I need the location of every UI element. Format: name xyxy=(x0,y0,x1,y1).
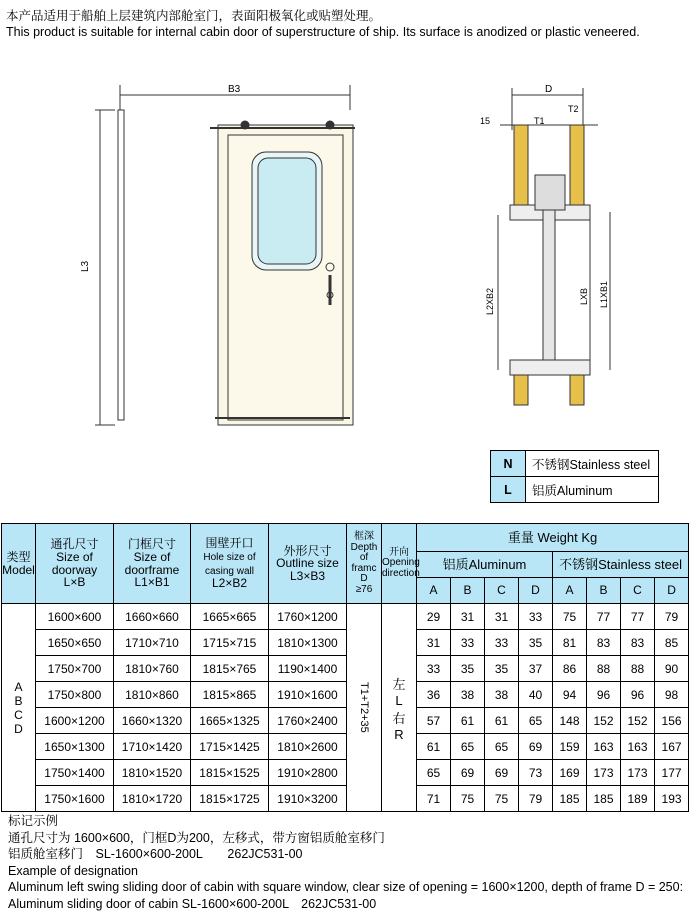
dim-lxb: LXB xyxy=(579,287,589,305)
weight-cell: 75 xyxy=(451,786,485,812)
door-section xyxy=(498,88,610,405)
weight-cell: 33 xyxy=(417,656,451,682)
weight-cell: 69 xyxy=(451,760,485,786)
header-grade: C xyxy=(485,578,519,604)
weight-cell: 94 xyxy=(553,682,587,708)
weight-cell: 90 xyxy=(655,656,689,682)
doorway-cell: 1600×600 xyxy=(36,604,114,630)
weight-cell: 75 xyxy=(485,786,519,812)
doorway-cell: 1750×800 xyxy=(36,682,114,708)
weight-cell: 167 xyxy=(655,734,689,760)
weight-cell: 173 xyxy=(621,760,655,786)
weight-cell: 33 xyxy=(451,630,485,656)
door-elevation xyxy=(95,85,355,425)
weight-cell: 193 xyxy=(655,786,689,812)
dim-d: D xyxy=(545,84,553,95)
note-line: Aluminum left swing sliding door of cabin with square window, clear size of opening = 1600×1200, depth of frame D = 250: xyxy=(8,880,684,894)
doorframe-cell: 1660×1320 xyxy=(114,708,191,734)
weight-cell: 156 xyxy=(655,708,689,734)
weight-cell: 83 xyxy=(587,630,621,656)
dim-l3: L3 xyxy=(80,260,91,272)
weight-cell: 85 xyxy=(655,630,689,656)
note-line: 通孔尺寸为 1600×600，门框D为200，左移式，带方窗铝质舱室移门 xyxy=(8,830,385,845)
weight-cell: 79 xyxy=(655,604,689,630)
weight-cell: 152 xyxy=(587,708,621,734)
outline-cell: 1760×1200 xyxy=(269,604,347,630)
intro-zh: 本产品适用于船舶上层建筑内部舱室门，表面阳极氧化或贴塑处理。 xyxy=(6,9,382,23)
table-row xyxy=(2,656,689,682)
header-depth: 框深 Depth of framc D ≥76 xyxy=(347,524,382,604)
header-grade: B xyxy=(451,578,485,604)
weight-cell: 31 xyxy=(417,630,451,656)
weight-cell: 61 xyxy=(485,708,519,734)
doorway-cell: 1750×700 xyxy=(36,656,114,682)
weight-cell: 75 xyxy=(553,604,587,630)
hole-cell: 1715×715 xyxy=(191,630,269,656)
door-drawing xyxy=(0,80,700,440)
doorway-cell: 1750×1600 xyxy=(36,786,114,812)
spec-table xyxy=(1,523,689,812)
legend-key: L xyxy=(491,477,526,503)
weight-cell: 159 xyxy=(553,734,587,760)
table-row xyxy=(2,604,689,630)
weight-cell: 38 xyxy=(451,682,485,708)
weight-cell: 69 xyxy=(485,760,519,786)
doorway-cell: 1650×1300 xyxy=(36,734,114,760)
weight-cell: 163 xyxy=(621,734,655,760)
outline-cell: 1910×2800 xyxy=(269,760,347,786)
doorway-cell: 1600×1200 xyxy=(36,708,114,734)
dim-t2: T2 xyxy=(568,104,579,114)
dim-l2xb2: L2XB2 xyxy=(485,287,495,315)
weight-cell: 40 xyxy=(519,682,553,708)
weight-cell: 61 xyxy=(451,708,485,734)
outline-cell: 1910×1600 xyxy=(269,682,347,708)
doorframe-cell: 1660×660 xyxy=(114,604,191,630)
weight-cell: 65 xyxy=(451,734,485,760)
weight-cell: 71 xyxy=(417,786,451,812)
outline-cell: 1190×1400 xyxy=(269,656,347,682)
hole-cell: 1665×665 xyxy=(191,604,269,630)
weight-cell: 173 xyxy=(587,760,621,786)
table-row xyxy=(2,734,689,760)
legend-label: 铝质Aluminum xyxy=(526,477,659,503)
doorframe-cell: 1810×1720 xyxy=(114,786,191,812)
weight-cell: 31 xyxy=(485,604,519,630)
table-row xyxy=(2,708,689,734)
weight-cell: 35 xyxy=(519,630,553,656)
dim-l1xb1: L1XB1 xyxy=(599,280,609,308)
hole-cell: 1665×1325 xyxy=(191,708,269,734)
dim-b3: B3 xyxy=(228,84,241,95)
note-line: 标记示例 xyxy=(8,814,59,828)
header-outline: 外形尺寸 Outline size L3×B3 xyxy=(269,524,347,604)
legend-key: N xyxy=(491,451,526,477)
dim-15: 15 xyxy=(480,116,491,126)
weight-cell: 33 xyxy=(519,604,553,630)
weight-cell: 77 xyxy=(621,604,655,630)
weight-cell: 65 xyxy=(485,734,519,760)
weight-cell: 189 xyxy=(621,786,655,812)
weight-cell: 65 xyxy=(519,708,553,734)
header-doorframe: 门框尺寸 Size of doorframe L1×B1 xyxy=(114,524,191,604)
header-hole: 围壁开口 Hole size of casing wall L2×B2 xyxy=(191,524,269,604)
header-grade: A xyxy=(553,578,587,604)
doorway-cell: 1750×1400 xyxy=(36,760,114,786)
doorframe-cell: 1710×1420 xyxy=(114,734,191,760)
weight-cell: 83 xyxy=(621,630,655,656)
header-model: 类型 Model xyxy=(2,524,36,604)
weight-cell: 152 xyxy=(621,708,655,734)
weight-cell: 163 xyxy=(587,734,621,760)
hole-cell: 1815×765 xyxy=(191,656,269,682)
weight-cell: 88 xyxy=(621,656,655,682)
weight-cell: 86 xyxy=(553,656,587,682)
header-weight: 重量 Weight Kg xyxy=(417,524,689,552)
note-line: Example of designation xyxy=(8,863,138,878)
hole-cell: 1815×1525 xyxy=(191,760,269,786)
weight-cell: 31 xyxy=(451,604,485,630)
weight-cell: 96 xyxy=(621,682,655,708)
doorframe-cell: 1810×1520 xyxy=(114,760,191,786)
table-row xyxy=(2,682,689,708)
weight-cell: 98 xyxy=(655,682,689,708)
weight-cell: 36 xyxy=(417,682,451,708)
doorframe-cell: 1810×860 xyxy=(114,682,191,708)
weight-cell: 35 xyxy=(451,656,485,682)
weight-cell: 185 xyxy=(553,786,587,812)
table-row xyxy=(2,786,689,812)
note-line: 铝质舱室移门 SL-1600×600-200L 262JC531-00 xyxy=(8,847,303,861)
weight-cell: 69 xyxy=(519,734,553,760)
dim-t1: T1 xyxy=(534,116,545,126)
weight-cell: 77 xyxy=(587,604,621,630)
doorframe-cell: 1710×710 xyxy=(114,630,191,656)
intro-en: This product is suitable for internal cabin door of superstructure of ship. Its surface is anodized or plastic veneered. xyxy=(6,25,640,39)
weight-cell: 88 xyxy=(587,656,621,682)
depth-cell: T1+T2+35 xyxy=(347,604,382,812)
weight-cell: 96 xyxy=(587,682,621,708)
header-grade: B xyxy=(587,578,621,604)
outline-cell: 1910×3200 xyxy=(269,786,347,812)
header-grade: A xyxy=(417,578,451,604)
weight-cell: 61 xyxy=(417,734,451,760)
weight-cell: 81 xyxy=(553,630,587,656)
weight-cell: 65 xyxy=(417,760,451,786)
weight-cell: 33 xyxy=(485,630,519,656)
weight-cell: 148 xyxy=(553,708,587,734)
designation-notes xyxy=(8,813,683,912)
table-row xyxy=(2,630,689,656)
doorframe-cell: 1810×760 xyxy=(114,656,191,682)
outline-cell: 1810×1300 xyxy=(269,630,347,656)
hole-cell: 1815×865 xyxy=(191,682,269,708)
weight-cell: 29 xyxy=(417,604,451,630)
model-cell: A B C D xyxy=(2,604,36,812)
doorway-cell: 1650×650 xyxy=(36,630,114,656)
legend-label: 不锈钢Stainless steel xyxy=(526,451,659,477)
outline-cell: 1810×2600 xyxy=(269,734,347,760)
header-doorway: 通孔尺寸 Size of doorway L×B xyxy=(36,524,114,604)
header-grade: C xyxy=(621,578,655,604)
weight-cell: 79 xyxy=(519,786,553,812)
outline-cell: 1760×2400 xyxy=(269,708,347,734)
weight-cell: 185 xyxy=(587,786,621,812)
header-grade: D xyxy=(519,578,553,604)
weight-cell: 177 xyxy=(655,760,689,786)
weight-cell: 38 xyxy=(485,682,519,708)
header-stainless: 不锈钢Stainless steel xyxy=(553,552,689,578)
material-legend xyxy=(490,450,659,503)
weight-cell: 169 xyxy=(553,760,587,786)
weight-cell: 35 xyxy=(485,656,519,682)
opening-cell: 左 L 右 R xyxy=(382,604,417,812)
table-row xyxy=(2,760,689,786)
hole-cell: 1715×1425 xyxy=(191,734,269,760)
hole-cell: 1815×1725 xyxy=(191,786,269,812)
header-grade: D xyxy=(655,578,689,604)
weight-cell: 73 xyxy=(519,760,553,786)
weight-cell: 57 xyxy=(417,708,451,734)
header-opening: 开向 Opening direction xyxy=(382,524,417,604)
weight-cell: 37 xyxy=(519,656,553,682)
header-aluminum: 铝质Aluminum xyxy=(417,552,553,578)
note-line: Aluminum sliding door of cabin SL-1600×600-200L 262JC531-00 xyxy=(8,896,377,911)
